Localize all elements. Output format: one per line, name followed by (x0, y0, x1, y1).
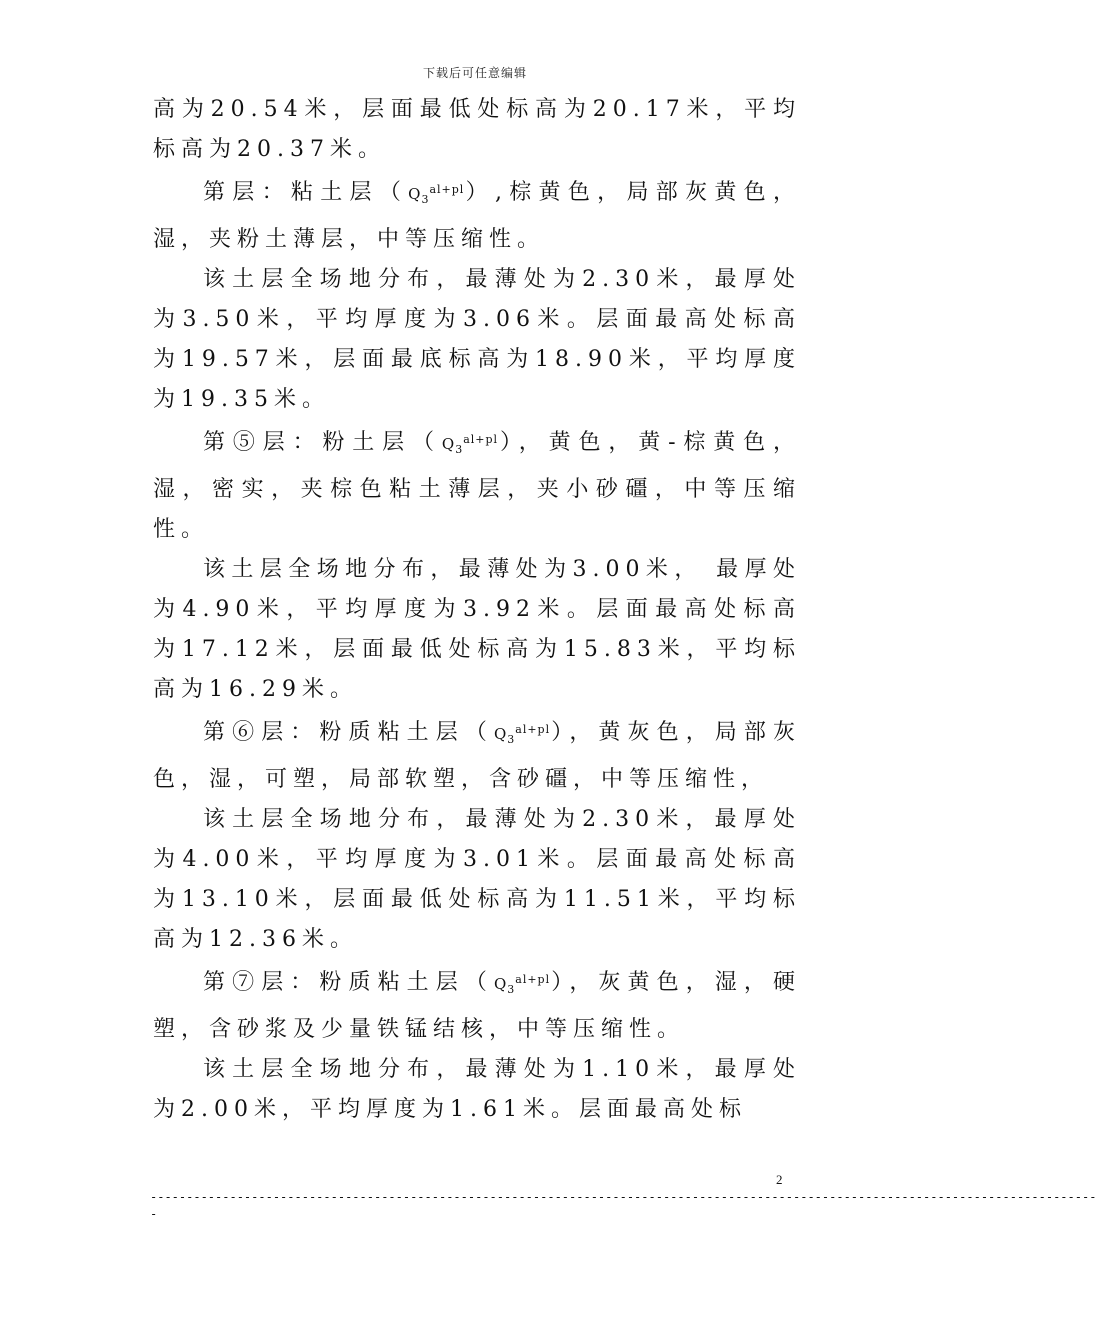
paragraph-4: 第⑤层：粉土层$(Q_3^{al+pl})$，黄色，黄-棕黄色，湿，密实，夹棕色粘土薄层，夹小砂礓，中等压缩性。 (153, 430, 801, 542)
geologic-age-symbol: $Q_3^{al+pl}$ (493, 973, 551, 996)
page-number: 2 (776, 1172, 783, 1187)
geologic-age-symbol: $Q_3^{al+pl}$ (441, 433, 499, 456)
paragraph-6: 第⑥层：粉质粘土层$(Q_3^{al+pl})$，黄灰色，局部灰色，湿，可塑，局部软塑，含砂礓，中等压缩性， (153, 720, 801, 792)
paragraph-3: 该土层全场地分布，最薄处为2.30米，最厚处为3.50米，平均厚度为3.06米。层面最高处标高为19.57米，层面最底标高为18.90米，平均厚度为19.35米。 (153, 267, 801, 412)
geologic-age-symbol: $Q_3^{al+pl}$ (493, 723, 551, 746)
paragraph-1: 高为20.54米，层面最低处标高为20.17米，平均标高为20.37米。 (153, 97, 801, 162)
footer-dashed-rule-tail: - (150, 1207, 158, 1221)
document-body (153, 90, 801, 1130)
page-header: 下载后可任意编辑 (422, 66, 527, 80)
paragraph-5: 该土层全场地分布，最薄处为3.00米， 最厚处为4.90米，平均厚度为3.92米。层面最高处标高为17.12米，层面最低处标高为15.83米，平均标高为16.29米。 (153, 557, 801, 702)
paragraph-9: 该土层全场地分布，最薄处为1.10米，最厚处为2.00米，平均厚度为1.61米。层面最高处标 (153, 1057, 801, 1122)
footer-dashed-rule: ----------------------------------------------------------------------------------------------------------------------------------- (150, 1190, 1096, 1204)
paragraph-7: 该土层全场地分布，最薄处为2.30米，最厚处为4.00米，平均厚度为3.01米。层面最高处标高为13.10米，层面最低处标高为11.51米，平均标高为12.36米。 (153, 807, 801, 952)
paragraph-8: 第⑦层：粉质粘土层$(Q_3^{al+pl})$，灰黄色，湿，硬塑，含砂浆及少量铁锰结核，中等压缩性。 (153, 970, 801, 1042)
paragraph-2: 第层：粘土层$(Q_3^{al+pl})$,棕黄色，局部灰黄色，湿，夹粉土薄层，中等压缩性。 (153, 180, 801, 252)
geologic-age-symbol: $Q_3^{al+pl}$ (408, 183, 465, 206)
